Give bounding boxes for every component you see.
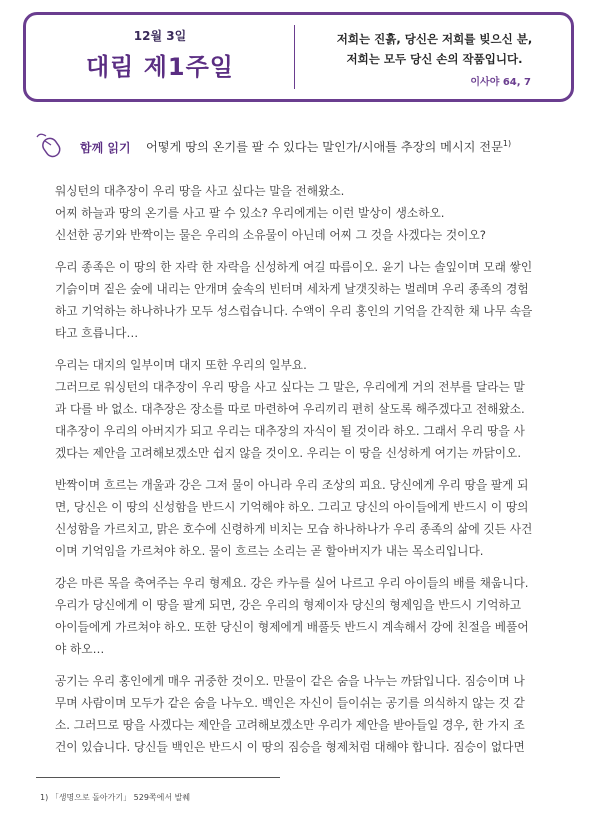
footnote-mark: 1) <box>502 138 512 148</box>
verse-line-1: 저희는 진흙, 당신은 저희를 빚으신 분, <box>336 32 533 46</box>
section-label: 함께 읽기 <box>80 141 131 155</box>
text-line: 대추장이 우리의 아버지가 되고 우리는 대추장의 자식이 될 것이라 하오. 그래서 우리 땅을 사 <box>55 424 525 438</box>
section-title-text: 어떻게 땅의 온기를 팔 수 있다는 말인가/시애틀 추장의 메시지 전문 <box>146 140 503 154</box>
text-line: 우리가 당신에게 이 땅을 팔게 되면, 강은 우리의 형제이자 당신의 형제임을 반드시 기억하고 <box>55 598 522 612</box>
text-line: 우리는 대지의 일부이며 대지 또한 우리의 일부요. <box>55 358 307 372</box>
paragraph <box>55 354 555 464</box>
text-line: 기슭이며 짙은 숲에 내리는 안개며 숲속의 빈터며 세차게 날갯짓하는 벌레며 우리 종족의 경험 <box>55 282 529 296</box>
text-line: 타고 흐릅니다… <box>55 326 139 340</box>
paragraph <box>55 474 555 562</box>
section-heading <box>36 130 576 160</box>
text-line: 소. 그러므로 땅을 사겠다는 제안을 고려해보겠소만 우리가 제안을 받아들일 경우, 한 가지 조 <box>55 718 525 732</box>
mouse-icon <box>36 130 72 160</box>
text-line: 겠다는 제안을 고려해보겠소만 쉽지 않을 것이오. 우리는 이 땅을 신성하게 여기는 까닭이오. <box>55 446 522 460</box>
text-line: 무며 사람이며 모두가 같은 숨을 나누오. 백인은 자신이 들이쉬는 공기를 의식하지 않는 것 같 <box>55 696 525 710</box>
page-title: 대림 제1주일 <box>86 53 234 81</box>
paragraph <box>55 670 555 758</box>
verse-reference: 이사야 64, 7 <box>470 77 531 88</box>
text-line: 워싱턴의 대추장이 우리 땅을 사고 싶다는 말을 전해왔소. <box>55 184 345 198</box>
text-line: 강은 마른 목을 축여주는 우리 형제요. 강은 카누를 실어 나르고 우리 아이들의 배를 채웁니다. <box>55 576 529 590</box>
text-line: 우리 종족은 이 땅의 한 자락 한 자락을 신성하게 여길 따름이오. 윤기 나는 솔잎이며 모래 쌓인 <box>55 260 533 274</box>
text-line: 신선한 공기와 반짝이는 물은 우리의 소유물이 아닌데 어찌 그 것을 사겠다는 것이오? <box>55 228 486 242</box>
header-left <box>26 15 294 99</box>
header-divider <box>294 25 295 89</box>
text-line: 과 다를 바 없소. 대추장은 장소를 따로 마련하여 우리끼리 편히 살도록 해주겠다고 전해왔소. <box>55 402 525 416</box>
text-line: 아이들에게 가르쳐야 하오. 또한 당신이 형제에게 배풀듯 반드시 계속해서 강에 친절을 베풀어 <box>55 620 529 634</box>
text-line: 이며 기억임을 가르쳐야 하오. 물이 흐르는 소리는 곧 할아버지가 내는 목소리입니다. <box>55 544 484 558</box>
text-line: 어찌 하늘과 땅의 온기를 사고 팔 수 있소? 우리에게는 이런 발상이 생소하오. <box>55 206 445 220</box>
text-line: 반짝이며 흐르는 개울과 강은 그저 물이 아니라 우리 조상의 피요. 당신에게 우리 땅을 팔게 되 <box>55 478 529 492</box>
text-line: 공기는 우리 홍인에게 매우 귀중한 것이오. 만물이 같은 숨을 나누는 까닭입니다. 짐승이며 나 <box>55 674 525 688</box>
body-text <box>55 180 555 768</box>
text-line: 그러므로 워싱턴의 대추장이 우리 땅을 사고 싶다는 그 말은, 우리에게 거의 전부를 달라는 말 <box>55 380 525 394</box>
text-line: 야 하오… <box>55 642 105 656</box>
paragraph <box>55 180 555 246</box>
text-line: 건이 있습니다. 당신들 백인은 반드시 이 땅의 짐승을 형제처럼 대해야 합니다. 짐승이 없다면 <box>55 740 525 754</box>
footnote-rule <box>36 777 280 778</box>
paragraph <box>55 256 555 344</box>
header-box <box>23 12 574 102</box>
text-line: 하고 기억하는 하나하나가 모두 성스럽습니다. 수액이 우리 홍인의 기억을 간직한 채 나무 속을 <box>55 304 533 318</box>
footnote: 1) 「생명으로 돌아가기」 529쪽에서 발췌 <box>40 793 191 802</box>
text-line: 신성함을 가르치고, 맑은 호수에 신령하게 비치는 모습 하나하나가 우리 종족의 삶에 깃든 사건 <box>55 522 533 536</box>
header-date: 12월 3일 <box>133 29 187 43</box>
section-title <box>146 138 511 155</box>
paragraph <box>55 572 555 660</box>
verse-line-2: 저희는 모두 당신 손의 작품입니다. <box>346 52 523 66</box>
text-line: 면, 당신은 이 땅의 신성함을 반드시 기억해야 하오. 그리고 당신의 아이들에게 반드시 이 땅의 <box>55 500 529 514</box>
header-verse <box>298 15 571 99</box>
